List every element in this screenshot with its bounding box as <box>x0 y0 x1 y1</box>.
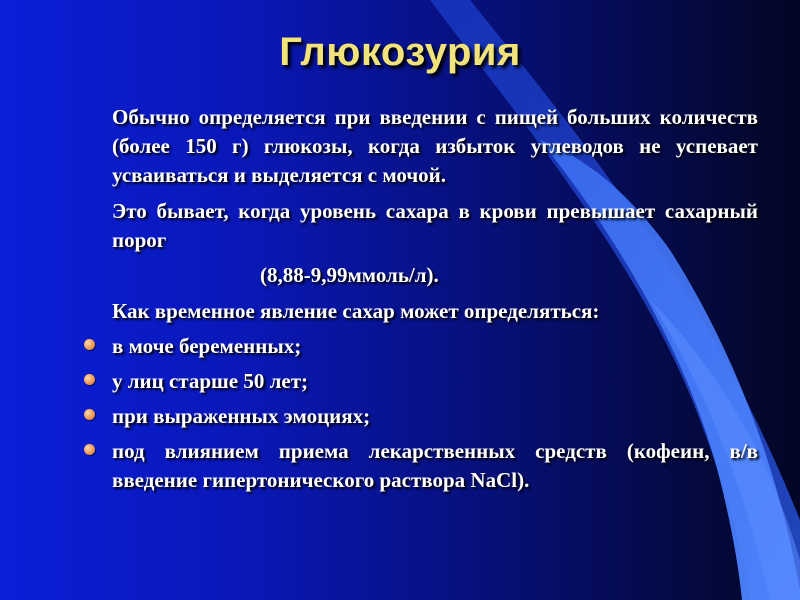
paragraph-threshold: Это бывает, когда уровень сахара в крови превышает сахарный порог <box>112 199 758 252</box>
list-item <box>112 437 758 495</box>
list-intro: Как временное явление сахар может определяться: <box>112 299 600 323</box>
bullet-icon <box>84 444 95 455</box>
list-item <box>112 367 758 396</box>
bullet-text: в моче беременных; <box>112 334 302 358</box>
bullet-text: под влиянием приема лекарственных средств (кофеин, в/в введение гипертонического раствора NaCl). <box>112 439 758 492</box>
bullet-icon <box>84 374 95 385</box>
bullet-icon <box>84 339 95 350</box>
slide-title: Глюкозурия <box>279 30 521 74</box>
bullet-list <box>112 332 758 495</box>
slide-body <box>112 103 758 501</box>
bullet-text: у лиц старше 50 лет; <box>112 369 309 393</box>
paragraph-intro: Обычно определяется при введении с пищей больших количеств (более 150 г) глюкозы, когда избыток углеводов не успевает усваиваться и выделяется с мочой. <box>112 105 758 187</box>
list-item <box>112 402 758 431</box>
bullet-text: при выраженных эмоциях; <box>112 404 371 428</box>
bullet-icon <box>84 409 95 420</box>
list-item <box>112 332 758 361</box>
threshold-range: (8,88-9,99ммоль/л). <box>260 263 439 287</box>
